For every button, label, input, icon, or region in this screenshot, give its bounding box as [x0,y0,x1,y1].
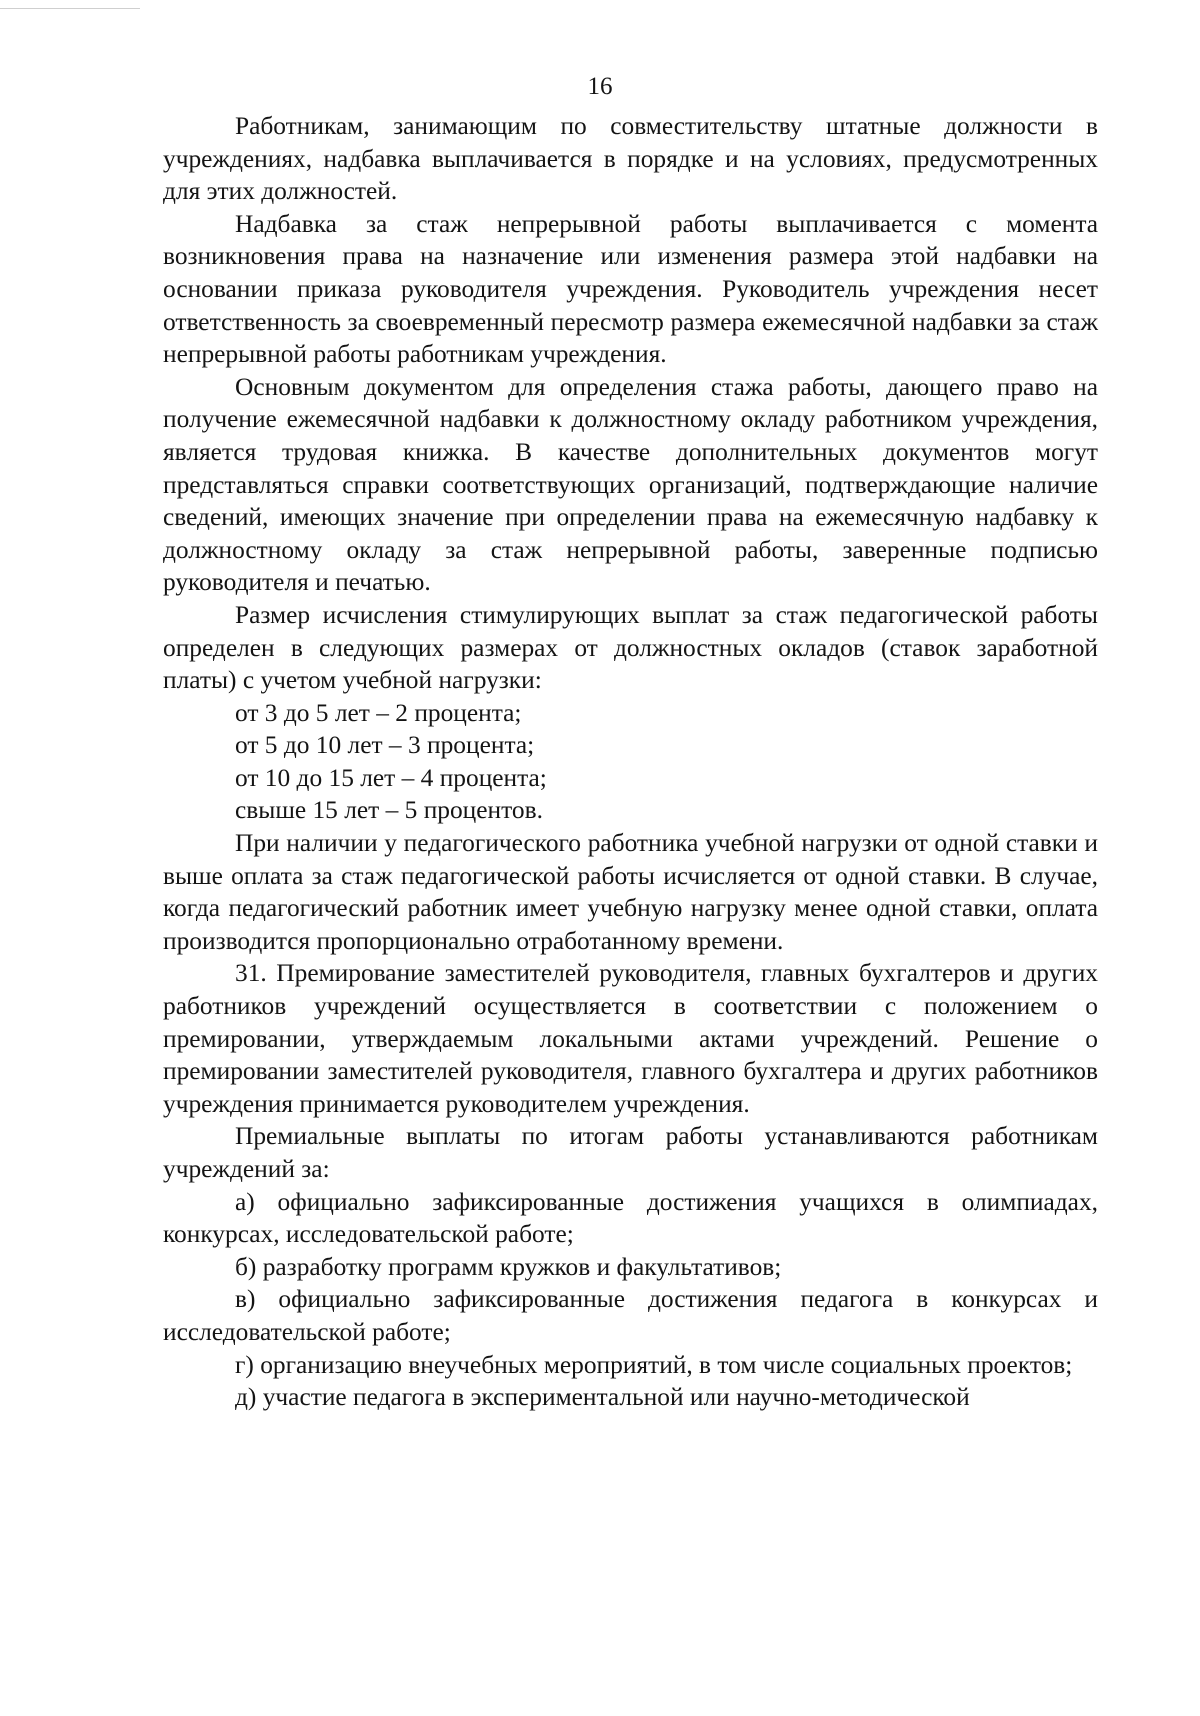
paragraph-service-bonus-payment: Надбавка за стаж непрерывной работы выплачивается с момента возникновения права на назначение или изменения размера этой надбавки на основании приказа руководителя учреждения. Руководитель учреждения несет ответственность за своевременный пересмотр размера ежемесячной надбавки за стаж непрерывной работы работникам учреждения. [163,209,1098,369]
paragraph-concurrent-positions: Работникам, занимающим по совместительству штатные должности в учреждениях, надбавка выплачивается в порядке и на условиях, предусмотренных для этих должностей. [163,112,1098,206]
list-item-g: г) организацию внеучебных мероприятий, в том числе социальных проектов; [235,1350,1073,1379]
paragraph-teaching-load: При наличии у педагогического работника учебной нагрузки от одной ставки и выше оплата за стаж педагогической работы исчисляется от одной ставки. В случае, когда педагогический работник имеет учебную нагрузку менее одной ставки, оплата производится пропорционально отработанному времени. [163,829,1098,955]
list-item-rate-5-10: от 5 до 10 лет – 3 процента; [235,731,535,760]
paragraph-bonus-payments-intro: Премиальные выплаты по итогам работы устанавливаются работникам учреждений за: [163,1122,1098,1183]
list-item-d: д) участие педагога в экспериментальной или научно-методической [235,1383,970,1412]
page-number: 16 [587,73,613,100]
list-item-rate-10-15: от 10 до 15 лет – 4 процента; [235,763,547,792]
paragraph-section-31-bonuses: 31. Премирование заместителей руководителя, главных бухгалтеров и других работников учреждений осуществляется в соответствии с положением о премировании, утверждаемым локальными актами учреждений. Решение о премировании заместителей руководителя, главного бухгалтера и других работников учреждения принимается руководителем учреждения. [163,959,1098,1118]
document-body [163,110,1098,1414]
list-item-b: б) разработку программ кружков и факультативов; [235,1252,782,1281]
list-item-a: а) официально зафиксированные достижения учащихся в олимпиадах, конкурсах, исследовательской работе; [163,1187,1098,1249]
list-item-v: в) официально зафиксированные достижения педагога в конкурсах и исследовательской работе; [163,1285,1098,1346]
scan-edge-line [0,8,140,9]
paragraph-main-document: Основным документом для определения стажа работы, дающего право на получение ежемесячной надбавки к должностному окладу работником учреждения, является трудовая книжка. В качестве дополнительных документов могут представляться справки соответствующих организаций, подтверждающие наличие сведений, имеющих значение при определении права на ежемесячную надбавку к должностному окладу за стаж непрерывной работы, заверенные подписью руководителя и печатью. [163,372,1098,597]
list-item-rate-over-15: свыше 15 лет – 5 процентов. [235,796,543,825]
list-item-rate-3-5: от 3 до 5 лет – 2 процента; [235,698,522,727]
paragraph-pedagogical-experience-rates: Размер исчисления стимулирующих выплат за стаж педагогической работы определен в следующих размерах от должностных окладов (ставок заработной платы) с учетом учебной нагрузки: [163,600,1098,695]
